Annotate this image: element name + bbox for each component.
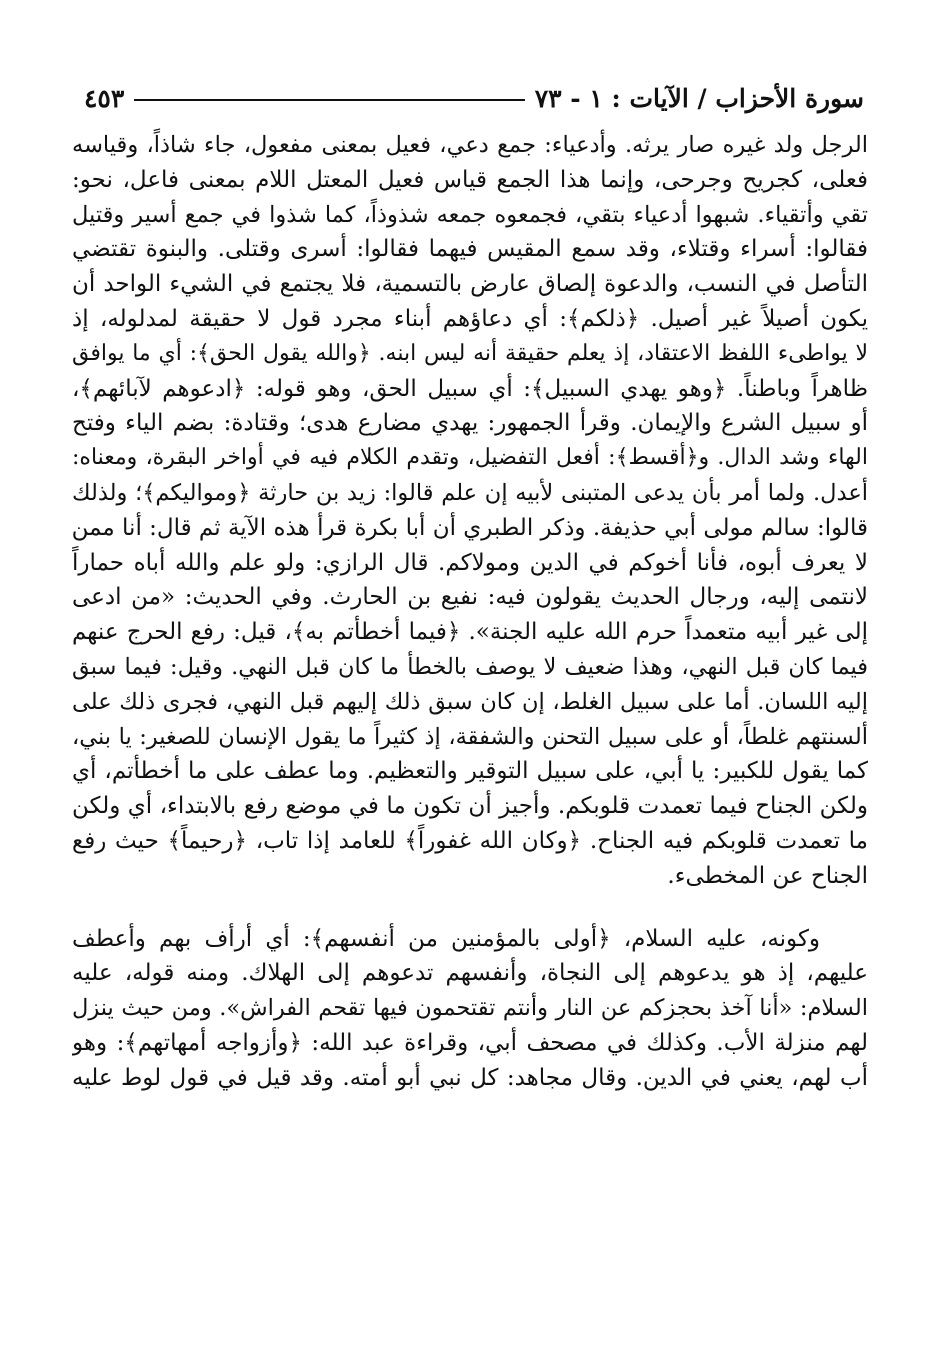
paragraph-2 [72, 922, 868, 1096]
text-line: قالوا: سالم مولى أبي حذيفة. وذكر الطبري أن أبا بكرة قرأ هذه الآية ثم قال: أنا ممن [72, 514, 868, 541]
text-line: فقالوا: أسراء وقتلاء، وقد سمع المقيس فيهما فقالوا: أسرى وقتلى. والبنوة تقتضي [72, 236, 868, 263]
text-line: إلى غير أبيه متعمداً حرم الله عليه الجنة». ﴿فيما أخطأتم به﴾، قيل: رفع الحرج عنهم [72, 619, 868, 646]
text-line: فيما كان قبل النهي، وهذا ضعيف لا يوصف بالخطأ ما كان قبل النهي. وقيل: فيما سبق [72, 653, 868, 680]
text-line: إليه اللسان. أما على سبيل الغلط، إن كان سبق ذلك إليهم قبل النهي، فجرى ذلك على [72, 688, 868, 715]
text-line: أب لهم، يعني في الدين. وقال مجاهد: كل نبي أبو أمته. وقد قيل في قول لوط عليه [72, 1064, 868, 1091]
page-header [84, 78, 864, 118]
text-line: ولكن الجناح فيما تعمدت قلوبكم. وأجيز أن تكون ما في موضع رفع بالابتداء، أي ولكن [72, 793, 868, 820]
paragraph-1 [72, 128, 868, 894]
text-line: أو سبيل الشرع والإيمان. وقرأ الجمهور: يهدي مضارع هدى؛ وقتادة: بضم الياء وفتح [72, 410, 868, 437]
text-line: الهاء وشد الدال. و﴿أقسط﴾: أفعل التفضيل، وتقدم الكلام فيه في أواخر البقرة، ومعناه: [72, 445, 868, 471]
text-line: ما تعمدت قلوبكم فيه الجناح. ﴿وكان الله غفوراً﴾ للعامد إذا تاب، ﴿رحيماً﴾ حيث رفع [72, 827, 868, 854]
text-line: ألسنتهم غلطاً، أو على سبيل التحنن والشفقة، إذ كثيراً ما يقول الإنسان للصغير: يا بني، [72, 723, 868, 750]
text-line: كما يقول للكبير: يا أبي، على سبيل التوقير والتعظيم. وما عطف على ما أخطأتم، أي [72, 758, 868, 785]
text-line: فعلى، كجريح وجرحى، وإنما هذا الجمع قياس فعيل المعتل اللام بمعنى فاعل، نحو: [72, 166, 868, 193]
page-body [72, 128, 868, 1096]
text-line: السلام: «أنا آخذ بحجزكم عن النار وأنتم تقتحمون فيها تقحم الفراش». ومن حيث ينزل [72, 995, 868, 1022]
text-line: وكونه، عليه السلام، ﴿أولى بالمؤمنين من أنفسهم﴾: أي أرأف بهم وأعطف [72, 925, 820, 952]
text-line: الرجل ولد غيره صار يرثه. وأدعياء: جمع دعي، فعيل بمعنى مفعول، جاء شاذاً، وقياسه [72, 132, 868, 158]
text-line: الجناح عن المخطىء. [667, 862, 868, 889]
text-line: أعدل. ولما أمر بأن يدعى المتبنى لأبيه إن علم قالوا: زيد بن حارثة ﴿ومواليكم﴾؛ ولذلك [72, 479, 868, 506]
text-line: لا يعرف أبوه، فأنا أخوكم في الدين ومولاكم. قال الرازي: ولو علم والله أباه حماراً [72, 549, 868, 576]
text-line: لانتمى إليه، ورجال الحديث يقولون فيه: نفيع بن الحارث. وفي الحديث: «من ادعى [72, 584, 868, 611]
text-line: لهم منزلة الأب. وكذلك في مصحف أبي، وقراءة عبد الله: ﴿وأزواجه أمهاتهم﴾: وهو [72, 1029, 868, 1056]
text-line: ظاهراً وباطناً. ﴿وهو يهدي السبيل﴾: أي سبيل الحق، وهو قوله: ﴿ادعوهم لآبائهم﴾، [72, 375, 868, 402]
header-rule [134, 99, 524, 101]
running-title: سورة الأحزاب / الآيات : ١ - ٧٣ [534, 83, 864, 113]
text-line: لا يواطىء اللفظ الاعتقاد، إذ يعلم حقيقة أنه ليس ابنه. ﴿والله يقول الحق﴾: أي ما يوافق [72, 340, 868, 366]
text-line: تقي وأتقياء. شبهوا أدعياء بتقي، فجمعوه جمعه شذوذاً، كما شذوا في جمع أسير وقتيل [72, 201, 868, 228]
paragraph-gap [72, 894, 868, 922]
page-number: ٤٥٣ [84, 83, 125, 113]
text-line: يكون أصيلاً غير أصيل. ﴿ذلكم﴾: أي دعاؤهم أبناء مجرد قول لا حقيقة لمدلوله، إذ [72, 305, 868, 332]
text-line: عليهم، إذ هو يدعوهم إلى النجاة، وأنفسهم تدعوهم إلى الهلاك. ومنه قوله، عليه [72, 960, 868, 987]
text-line: التأصل في النسب، والدعوة إلصاق عارض بالتسمية، فلا يجتمع في الشيء الواحد أن [72, 271, 868, 298]
